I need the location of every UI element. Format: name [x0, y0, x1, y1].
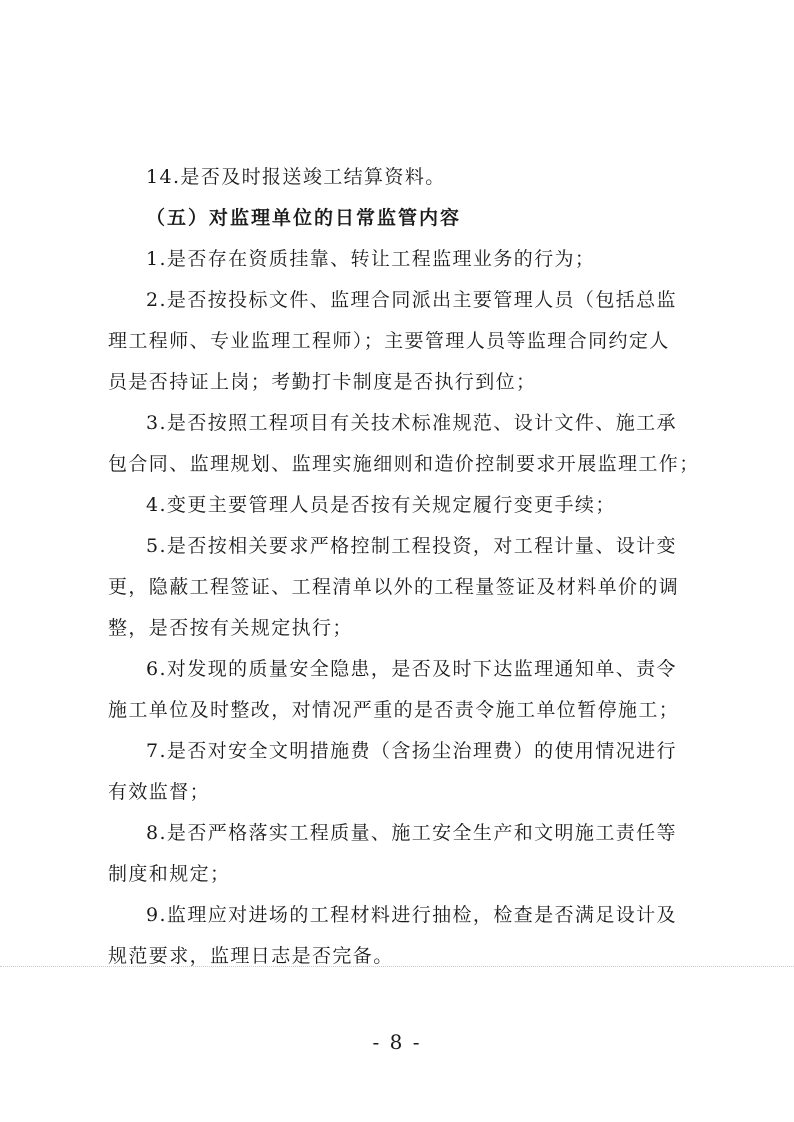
item-14-line: 14.是否及时报送竣工结算资料。 [146, 166, 446, 188]
item-8-line-1: 8.是否严格落实工程质量、施工安全生产和文明施工责任等 [146, 822, 677, 844]
item-5-line-3: 整，是否按有关规定执行； [108, 617, 353, 639]
item-2-line-3: 员是否持证上岗；考勤打卡制度是否执行到位； [108, 371, 537, 393]
item-6-line-1: 6.对发现的质量安全隐患，是否及时下达监理通知单、责令 [146, 658, 677, 680]
page-number: - 8 - [372, 1030, 422, 1054]
item-3-line-2: 包合同、监理规划、监理实施细则和造价控制要求开展监理工作； [108, 453, 700, 475]
item-2-line-2: 理工程师、专业监理工程师）；主要管理人员等监理合同约定人 [108, 330, 670, 352]
item-3-line-1: 3.是否按照工程项目有关技术标准规范、设计文件、施工承 [146, 412, 677, 434]
item-7-line-2: 有效监督； [108, 781, 211, 803]
item-6-line-2: 施工单位及时整改，对情况严重的是否责令施工单位暂停施工； [108, 699, 680, 721]
scan-artifact-divider [0, 966, 794, 967]
item-1-line: 1.是否存在资质挂靠、转让工程监理业务的行为； [146, 248, 596, 270]
item-5-line-2: 更，隐蔽工程签证、工程清单以外的工程量签证及材料单价的调 [108, 576, 680, 598]
item-9-line-1: 9.监理应对进场的工程材料进行抽检，检查是否满足设计及 [146, 904, 677, 926]
item-8-line-2: 制度和规定； [108, 863, 231, 885]
item-2-line-1: 2.是否按投标文件、监理合同派出主要管理人员（包括总监 [146, 289, 677, 311]
item-4-line: 4.变更主要管理人员是否按有关规定履行变更手续； [146, 494, 616, 516]
item-9-line-2: 规范要求，监理日志是否完备。 [108, 945, 394, 967]
document-body [108, 157, 700, 977]
item-5-line-1: 5.是否按相关要求严格控制工程投资，对工程计量、设计变 [146, 535, 677, 557]
section-heading-5: （五）对监理单位的日常监管内容 [146, 207, 462, 229]
item-7-line-1: 7.是否对安全文明措施费（含扬尘治理费）的使用情况进行 [146, 740, 677, 762]
